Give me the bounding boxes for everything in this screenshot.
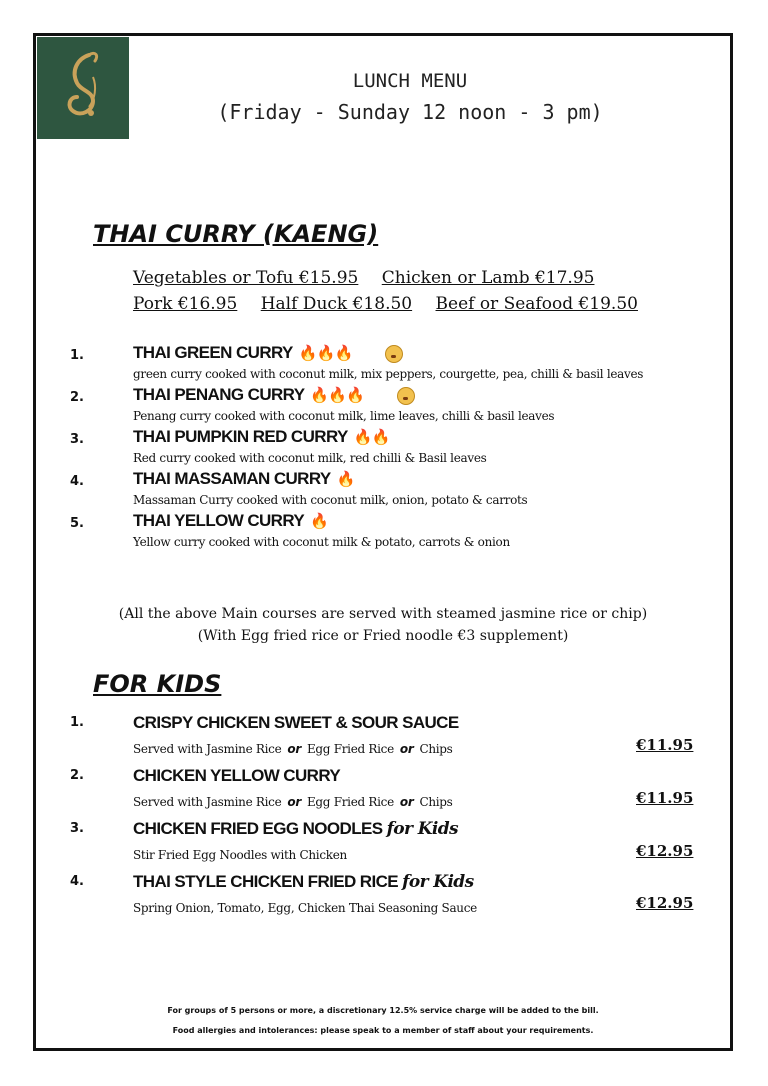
curry-item-number: 5. [70, 516, 84, 531]
desc-part: Chips [419, 742, 453, 756]
curry-item-desc: Massaman Curry cooked with coconut milk, onion, potato & carrots [133, 493, 528, 507]
desc-or: or [399, 742, 414, 756]
kids-item-number: 3. [70, 821, 84, 836]
kids-item-name-text: CRISPY CHICKEN SWEET & SOUR SAUCE [133, 713, 459, 732]
kids-item-price: €11.95 [636, 789, 694, 807]
menu-hours: (Friday - Sunday 12 noon - 3 pm) [217, 100, 603, 124]
curry-supplement-note: (With Egg fried rice or Fried noodle €3 supplement) [197, 628, 569, 644]
chilli-flame-icon: 🔥🔥🔥 [298, 345, 353, 362]
kids-item-suffix: for Kids [386, 819, 459, 839]
chilli-flame-icon: 🔥🔥 [353, 429, 390, 446]
kids-item-number: 2. [70, 768, 84, 783]
curry-item-name [133, 343, 403, 363]
curry-item-name-text: THAI YELLOW CURRY [133, 511, 304, 530]
curry-item-name-text: THAI PENANG CURRY [133, 385, 305, 404]
desc-part: Chips [419, 795, 453, 809]
smiley-icon [385, 345, 403, 363]
kids-item-number: 4. [70, 874, 84, 889]
smiley-icon [397, 387, 415, 405]
price-half-duck: Half Duck €18.50 [260, 294, 413, 314]
curry-item-name-text: THAI GREEN CURRY [133, 343, 293, 362]
desc-part: Served with Jasmine Rice [133, 742, 282, 756]
desc-or: or [287, 795, 301, 809]
curry-section-title: THAI CURRY (KAENG) [93, 220, 379, 248]
curry-item-number: 4. [70, 474, 84, 489]
price-chicken-lamb: Chicken or Lamb €17.95 [381, 268, 595, 288]
kids-item-name-text: CHICKEN FRIED EGG NOODLES [133, 819, 383, 838]
curry-price-line-1 [133, 268, 612, 288]
chilli-flame-icon: 🔥 [336, 471, 355, 488]
curry-item-name-text: THAI PUMPKIN RED CURRY [133, 427, 348, 446]
restaurant-logo [37, 37, 129, 139]
price-vegetables-tofu: Vegetables or Tofu €15.95 [133, 268, 359, 288]
price-pork: Pork €16.95 [133, 294, 238, 314]
curry-rice-note: (All the above Main courses are served with steamed jasmine rice or chip) [118, 606, 648, 622]
curry-item-number: 1. [70, 348, 84, 363]
kids-item-name [133, 766, 340, 786]
curry-item-desc: green curry cooked with coconut milk, mix peppers, courgette, pea, chilli & basil leaves [133, 367, 644, 381]
curry-item-name [133, 511, 328, 531]
desc-part: Egg Fried Rice [306, 742, 394, 756]
chilli-flame-icon: 🔥🔥🔥 [310, 387, 365, 404]
kids-item-suffix: for Kids [402, 872, 474, 892]
curry-item-desc: Red curry cooked with coconut milk, red chilli & Basil leaves [133, 451, 487, 465]
curry-price-line-2 [133, 294, 656, 314]
kids-item-desc: Spring Onion, Tomato, Egg, Chicken Thai Seasoning Sauce [133, 901, 477, 915]
kids-item-name [133, 872, 474, 892]
curry-item-name [133, 385, 415, 405]
kids-section-title: FOR KIDS [93, 670, 222, 698]
kids-item-desc [133, 795, 453, 809]
kids-item-price: €12.95 [636, 842, 694, 860]
kids-item-name [133, 713, 459, 733]
service-charge-note: For groups of 5 persons or more, a discretionary 12.5% service charge will be added to the bill. [167, 1006, 599, 1015]
kids-item-price: €11.95 [636, 736, 694, 754]
kids-item-number: 1. [70, 715, 84, 730]
kids-item-name-text: THAI STYLE CHICKEN FRIED RICE [133, 872, 399, 891]
kids-item-name [133, 819, 458, 839]
desc-or: or [287, 742, 301, 756]
kids-item-desc: Stir Fried Egg Noodles with Chicken [133, 848, 347, 862]
kids-item-desc [133, 742, 453, 756]
desc-part: Egg Fried Rice [306, 795, 394, 809]
curry-item-desc: Yellow curry cooked with coconut milk & potato, carrots & onion [133, 535, 510, 549]
chilli-flame-icon: 🔥 [309, 513, 329, 530]
curry-item-name [133, 427, 390, 447]
kids-item-price: €12.95 [636, 894, 694, 912]
curry-item-name-text: THAI MASSAMAN CURRY [133, 469, 331, 488]
curry-item-name [133, 469, 355, 489]
curry-item-number: 2. [70, 390, 84, 405]
kids-item-name-text: CHICKEN YELLOW CURRY [133, 766, 341, 785]
menu-title: LUNCH MENU [352, 70, 468, 92]
curry-item-desc: Penang curry cooked with coconut milk, lime leaves, chilli & basil leaves [133, 409, 555, 423]
desc-or: or [399, 795, 414, 809]
curry-item-number: 3. [70, 432, 84, 447]
allergy-note: Food allergies and intolerances: please speak to a member of staff about your requirements. [172, 1026, 594, 1035]
desc-part: Served with Jasmine Rice [133, 795, 282, 809]
price-beef-seafood: Beef or Seafood €19.50 [435, 294, 638, 314]
